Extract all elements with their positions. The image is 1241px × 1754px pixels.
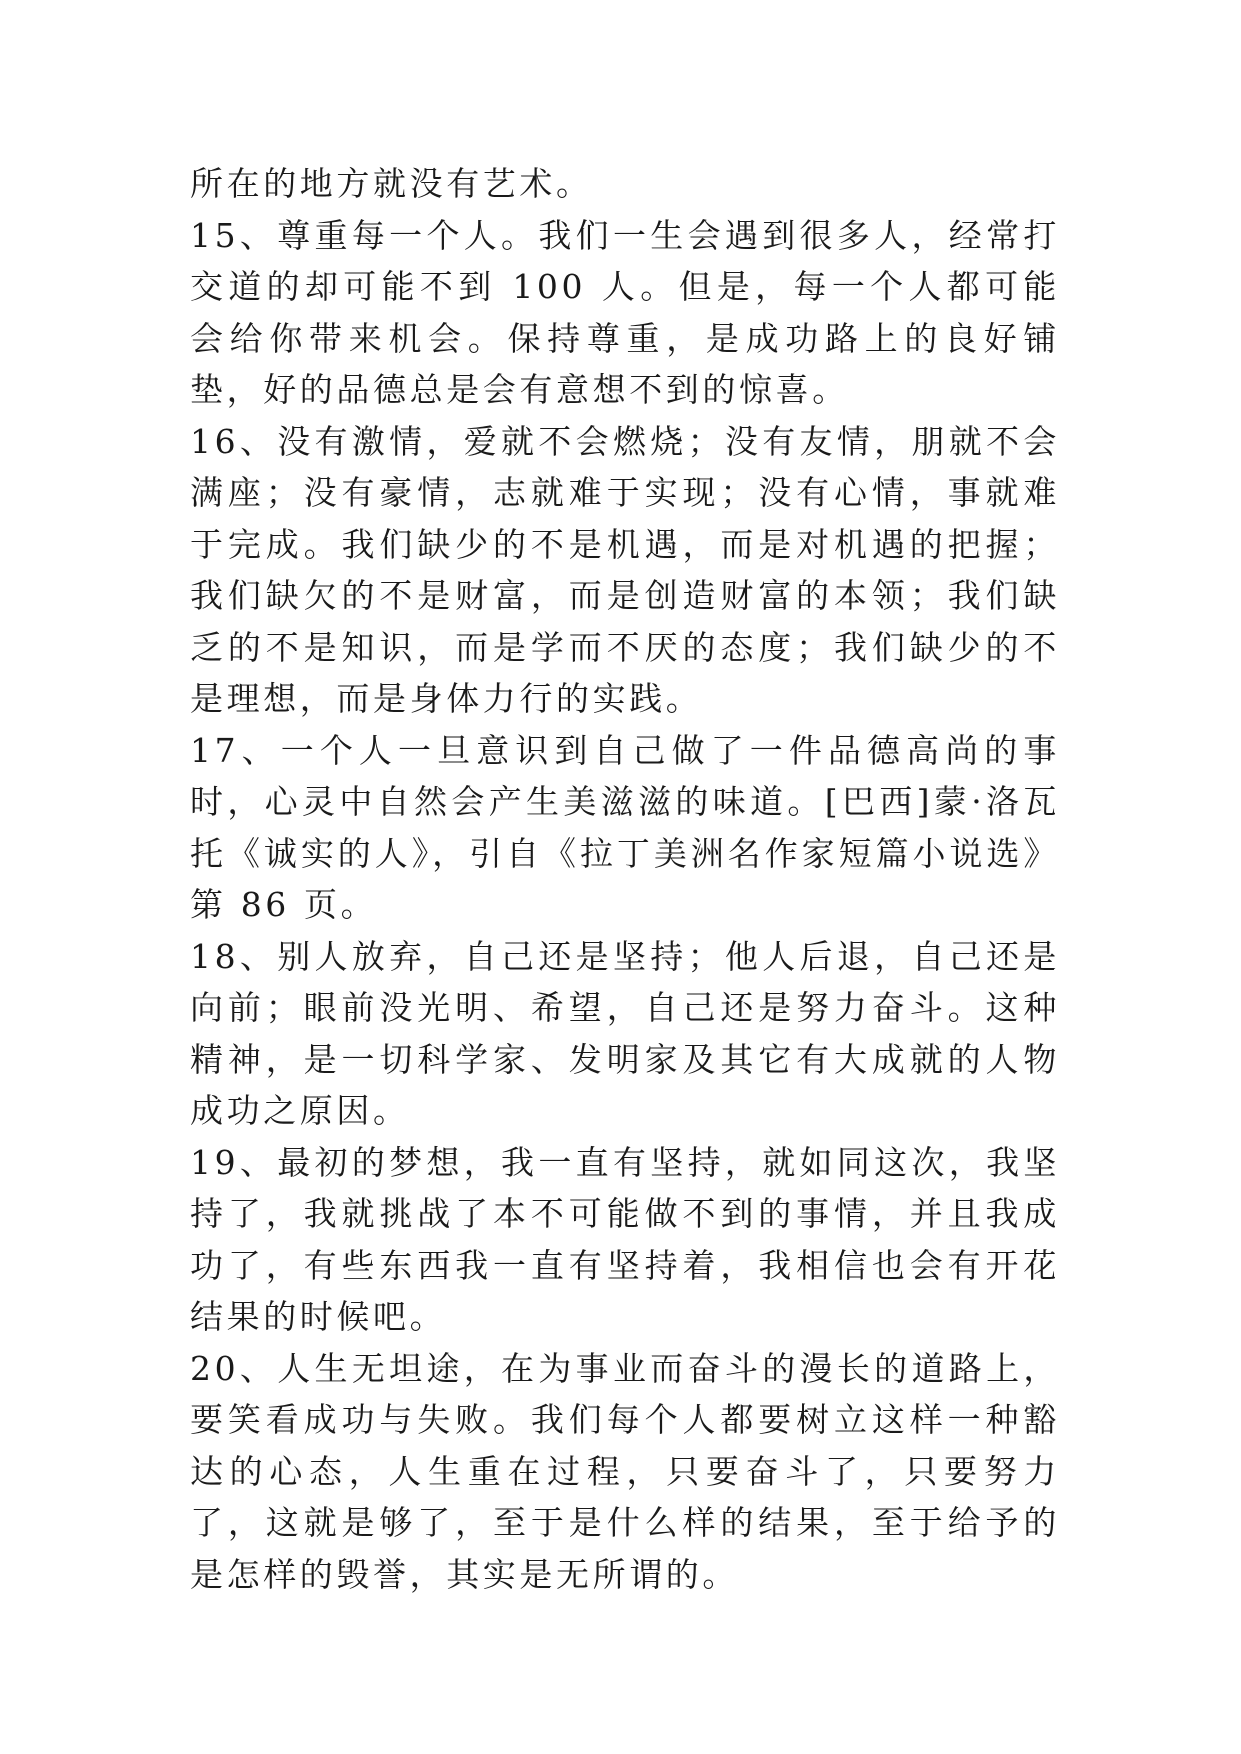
paragraph-item-20: 20、人生无坦途，在为事业而奋斗的漫长的道路上，要笑看成功与失败。我们每个人都要树立这样一种豁达的心态，人生重在过程，只要奋斗了，只要努力了，这就是够了，至于是什么样的结果，至于给予的是怎样的毁誉，其实是无所谓的。 [190, 1348, 1060, 1594]
paragraph-item-15: 15、尊重每一个人。我们一生会遇到很多人，经常打交道的却可能不到 100 人。但是，每一个人都可能会给你带来机会。保持尊重，是成功路上的良好铺垫，好的品德总是会有意想不到的惊喜。 [190, 215, 1060, 409]
paragraph-item-16: 16、没有激情，爱就不会燃烧；没有友情，朋就不会满座；没有豪情，志就难于实现；没有心情，事就难于完成。我们缺少的不是机遇，而是对机遇的把握；我们缺欠的不是财富，而是创造财富的本领；我们缺乏的不是知识，而是学而不厌的态度；我们缺少的不是理想，而是身体力行的实践。 [190, 421, 1060, 718]
paragraph-item-17: 17、一个人一旦意识到自己做了一件品德高尚的事时，心灵中自然会产生美滋滋的味道。[巴西]蒙·洛瓦托《诚实的人》，引自《拉丁美洲名作家短篇小说选》第 86 页。 [190, 730, 1060, 924]
document-body [190, 158, 1060, 1600]
paragraph-item-18: 18、别人放弃，自己还是坚持；他人后退，自己还是向前；眼前没光明、希望，自己还是努力奋斗。这种精神，是一切科学家、发明家及其它有大成就的人物成功之原因。 [190, 936, 1060, 1130]
paragraph-item-19: 19、最初的梦想，我一直有坚持，就如同这次，我坚持了，我就挑战了本不可能做不到的事情，并且我成功了，有些东西我一直有坚持着，我相信也会有开花结果的时候吧。 [190, 1142, 1060, 1336]
paragraph-continuation: 所在的地方就没有艺术。 [190, 164, 593, 203]
